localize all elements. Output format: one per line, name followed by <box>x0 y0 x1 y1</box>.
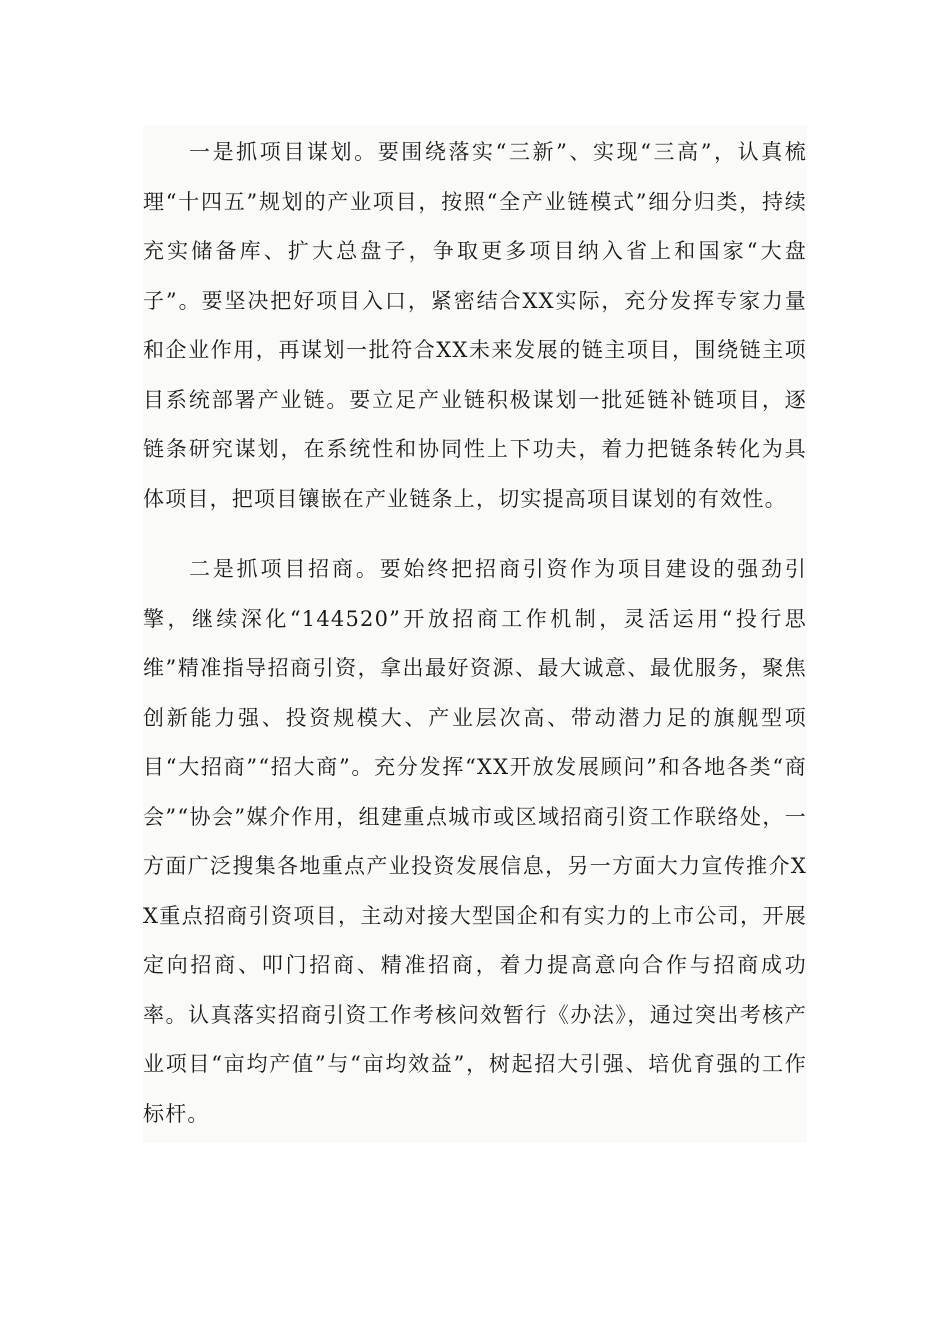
paragraph-investment-promotion: 二是抓项目招商。要始终把招商引资作为项目建设的强劲引擎，继续深化“144520”开放招商工作机制，灵活运用“投行思维”精准指导招商引资，拿出最好资源、最大诚意、最优服务，聚焦创新能力强、投资规模大、产业层次高、带动潜力足的旗舰型项目“大招商”“招大商”。充分发挥“XX开放发展顾问”和各地各类“商会”“协会”媒介作用，组建重点城市或区域招商引资工作联络处，一方面广泛搜集各地重点产业投资发展信息，另一方面大力宣传推介XX重点招商引资项目，主动对接大型国企和有实力的上市公司，开展定向招商、叩门招商、精准招商，着力提高意向合作与招商成功率。认真落实招商引资工作考核问效暂行《办法》，通过突出考核产业项目“亩均产值”与“亩均效益”，树起招大引强、培优育强的工作标杆。 <box>143 557 807 1126</box>
text-block <box>143 125 807 1143</box>
paragraph-project-planning: 一是抓项目谋划。要围绕落实“三新”、实现“三高”，认真梳理“十四五”规划的产业项目，按照“全产业链模式”细分归类，持续充实储备库、扩大总盘子，争取更多项目纳入省上和国家“大盘子”。要坚决把好项目入口，紧密结合XX实际，充分发挥专家力量和企业作用，再谋划一批符合XX未来发展的链主项目，围绕链主项目系统部署产业链。要立足产业链积极谋划一批延链补链项目，逐链条研究谋划，在系统性和协同性上下功夫，着力把链条转化为具体项目，把项目镶嵌在产业链条上，切实提高项目谋划的有效性。 <box>143 140 807 511</box>
